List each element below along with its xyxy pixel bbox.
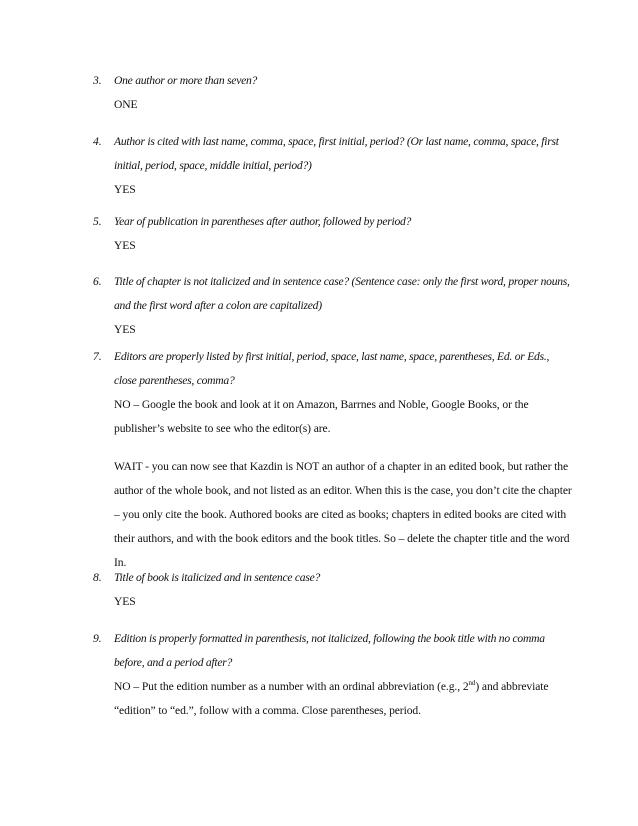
item-answer bbox=[114, 675, 573, 723]
ordinal-superscript: nd bbox=[468, 679, 476, 688]
checklist-item-8 bbox=[93, 566, 573, 614]
item-question: Edition is properly formatted in parenthesis, not italicized, following the book title with no comma before, and a period after? bbox=[114, 632, 545, 669]
item-answer: YES bbox=[114, 323, 136, 336]
item-note: WAIT - you can now see that Kazdin is NOT an author of a chapter in an edited book, but rather the author of the whole book, and not listed as an editor. When this is the case, you don’t cite the chapter – you only cite the book. Authored books are cited as books; chapters in edited books are cited with their authors, and with the book editors and the book titles. So – delete the chapter title and the word In. bbox=[114, 460, 572, 569]
checklist-item-5 bbox=[93, 210, 573, 258]
item-number: 9. bbox=[93, 632, 102, 645]
item-question: Title of book is italicized and in sentence case? bbox=[114, 571, 321, 584]
answer-text-start: NO – Put the edition number as a number with an ordinal abbreviation (e.g., 2 bbox=[114, 680, 469, 693]
item-answer: YES bbox=[114, 183, 136, 196]
item-answer: NO – Google the book and look at it on Amazon, Barrnes and Noble, Google Books, or the publisher’s website to see who the editor(s) are. bbox=[114, 398, 529, 435]
item-number: 7. bbox=[93, 350, 102, 363]
item-number: 6. bbox=[93, 275, 102, 288]
item-number: 4. bbox=[93, 135, 102, 148]
item-number: 5. bbox=[93, 215, 102, 228]
answer-text-end: ) and abbreviate “edition” to “ed.”, follow with a comma. Close parentheses, period. bbox=[114, 680, 549, 717]
checklist-item-4 bbox=[93, 130, 573, 202]
item-question: Editors are properly listed by first initial, period, space, last name, space, parentheses, Ed. or Eds., close parentheses, comma? bbox=[114, 350, 550, 387]
checklist-item-3 bbox=[93, 69, 573, 117]
item-answer: ONE bbox=[114, 98, 138, 111]
item-question: Title of chapter is not italicized and in sentence case? (Sentence case: only the first word, proper nouns, and the first word after a colon are capitalized) bbox=[114, 275, 570, 312]
item-answer: YES bbox=[114, 239, 136, 252]
item-question: Year of publication in parentheses after author, followed by period? bbox=[114, 215, 412, 228]
checklist-item-6 bbox=[93, 270, 573, 342]
item-number: 3. bbox=[93, 74, 102, 87]
checklist-item-7 bbox=[93, 345, 573, 575]
item-question: Author is cited with last name, comma, space, first initial, period? (Or last name, comma, space, first initial, period, space, middle initial, period?) bbox=[114, 135, 559, 172]
checklist-item-9 bbox=[93, 627, 573, 723]
item-answer: YES bbox=[114, 595, 136, 608]
item-number: 8. bbox=[93, 571, 102, 584]
item-answer-block bbox=[114, 393, 573, 575]
item-question: One author or more than seven? bbox=[114, 74, 258, 87]
